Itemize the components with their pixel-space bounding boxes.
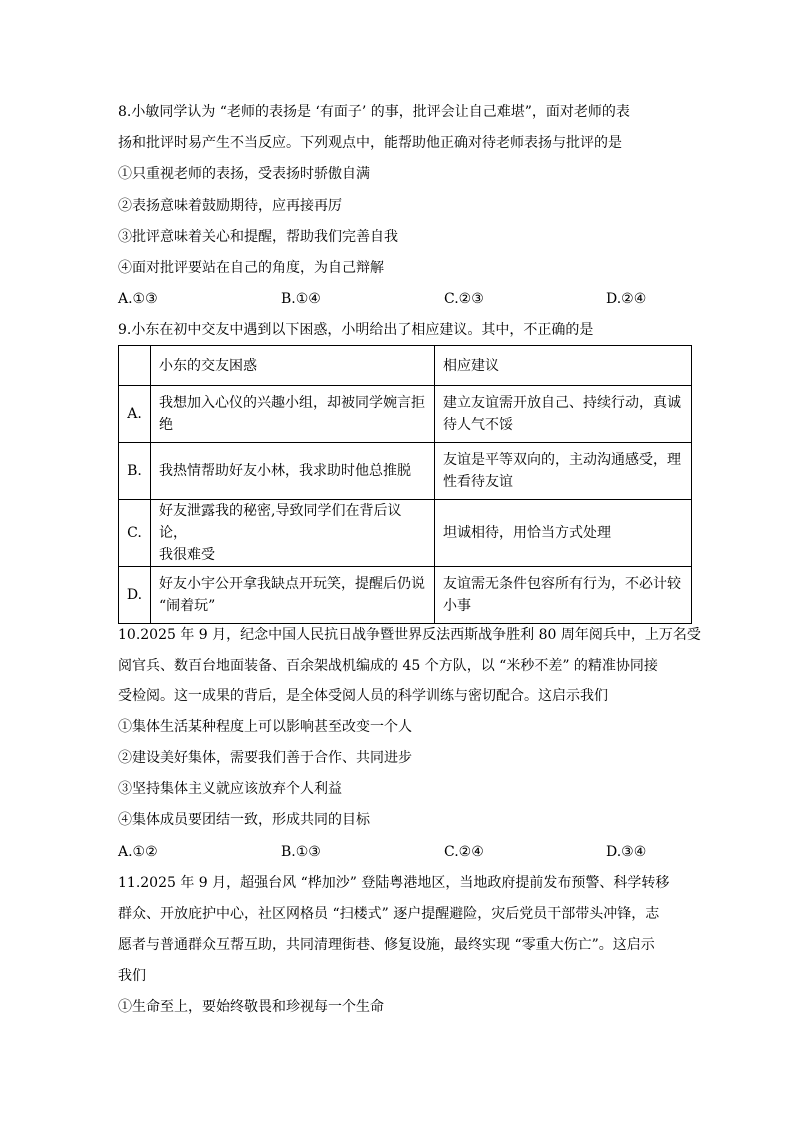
cell-text: 性看待友谊 — [443, 474, 513, 490]
q8-statement-4: ④面对批评要站在自己的角度，为自己辩解 — [118, 260, 384, 276]
advice-cell — [435, 567, 692, 624]
cell-text: 小事 — [443, 598, 471, 614]
header-confusion: 小东的交友困惑 — [151, 346, 435, 386]
confusion-cell — [151, 443, 435, 500]
q8-option-b[interactable]: B.①④ — [281, 291, 321, 307]
q10-option-a[interactable]: A.①② — [118, 844, 158, 860]
q10-stem-line-1: 10.2025 年 9 月，纪念中国人民抗日战争暨世界反法西斯战争胜利 80 周年阅兵中，上万名受 — [118, 627, 701, 643]
q10-statement-1: ①集体生活某种程度上可以影响甚至改变一个人 — [118, 719, 412, 735]
cell-text: 我热情帮助好友小林，我求助时他总推脱 — [159, 463, 411, 479]
q11-statement-1: ①生命至上，要始终敬畏和珍视每一个生命 — [118, 999, 384, 1015]
advice-cell — [435, 500, 692, 567]
row-label: D. — [119, 567, 151, 624]
q10-statement-4: ④集体成员要团结一致，形成共同的目标 — [118, 812, 370, 828]
q11-stem-line-2: 群众、开放庇护中心，社区网格员 “扫楼式” 逐户提醒避险，灾后党员干部带头冲锋，志 — [118, 906, 660, 922]
confusion-cell — [151, 386, 435, 443]
header-blank-cell — [119, 346, 151, 386]
q8-option-a[interactable]: A.①③ — [118, 291, 158, 307]
cell-text: 好友泄露我的秘密,导致同学们在背后议论， — [159, 503, 402, 541]
q10-option-d[interactable]: D.③④ — [606, 844, 647, 860]
q8-stem-line-1: 8.小敏同学认为 “老师的表扬是 ‘有面子’ 的事，批评会让自己难堪”，面对老师的表 — [118, 104, 630, 120]
cell-text: 我很难受 — [159, 547, 215, 563]
header-advice: 相应建议 — [435, 346, 692, 386]
q10-stem-line-2: 阅官兵、数百台地面装备、百余架战机编成的 45 个方队，以 “米秒不差” 的精准协同接 — [118, 658, 658, 674]
q8-option-c[interactable]: C.②③ — [444, 291, 484, 307]
cell-text: 友谊需无条件包容所有行为，不必计较 — [443, 576, 681, 592]
q11-stem-line-4: 我们 — [118, 968, 146, 984]
q9-stem: 9.小东在初中交友中遇到以下困惑，小明给出了相应建议。其中，不正确的是 — [118, 322, 594, 338]
q8-statement-2: ②表扬意味着鼓励期待，应再接再厉 — [118, 198, 342, 214]
table-row — [119, 567, 692, 624]
q8-stem-line-2: 扬和批评时易产生不当反应。下列观点中，能帮助他正确对待老师表扬与批评的是 — [118, 135, 622, 151]
cell-text: 我想加入心仪的兴趣小组，却被同学婉言拒 — [159, 395, 425, 411]
q10-statement-2: ②建设美好集体，需要我们善于合作、共同进步 — [118, 750, 412, 766]
table-header-row — [119, 346, 692, 386]
row-label: A. — [119, 386, 151, 443]
advice-cell — [435, 386, 692, 443]
advice-cell — [435, 443, 692, 500]
q8-statement-3: ③批评意味着关心和提醒，帮助我们完善自我 — [118, 229, 398, 245]
q10-statement-3: ③坚持集体主义就应该放弃个人利益 — [118, 781, 342, 797]
table-row — [119, 443, 692, 500]
cell-text: 待人气不馁 — [443, 417, 513, 433]
q10-option-c[interactable]: C.②④ — [444, 844, 484, 860]
q9-table — [118, 345, 692, 624]
q10-option-b[interactable]: B.①③ — [281, 844, 321, 860]
q8-statement-1: ①只重视老师的表扬，受表扬时骄傲自满 — [118, 166, 370, 182]
cell-text: 建立友谊需开放自己、持续行动，真诚 — [443, 395, 681, 411]
cell-text: 好友小宇公开拿我缺点开玩笑，提醒后仍说 — [159, 576, 425, 592]
q10-stem-line-3: 受检阅。这一成果的背后，是全体受阅人员的科学训练与密切配合。这启示我们 — [118, 688, 608, 704]
table-row — [119, 386, 692, 443]
q8-option-d[interactable]: D.②④ — [606, 291, 647, 307]
cell-text: “闹着玩” — [159, 598, 216, 614]
q11-stem-line-3: 愿者与普通群众互帮互助，共同清理街巷、修复设施，最终实现 “零重大伤亡”。这启示 — [118, 937, 655, 953]
cell-text: 坦诚相待，用恰当方式处理 — [443, 525, 611, 541]
q11-stem-line-1: 11.2025 年 9 月，超强台风 “桦加沙” 登陆粤港地区，当地政府提前发布预警、科学转移 — [118, 875, 670, 891]
confusion-cell — [151, 500, 435, 567]
cell-text: 友谊是平等双向的，主动沟通感受，理 — [443, 452, 681, 468]
confusion-cell — [151, 567, 435, 624]
cell-text: 绝 — [159, 417, 173, 433]
row-label: C. — [119, 500, 151, 567]
row-label: B. — [119, 443, 151, 500]
table-row — [119, 500, 692, 567]
